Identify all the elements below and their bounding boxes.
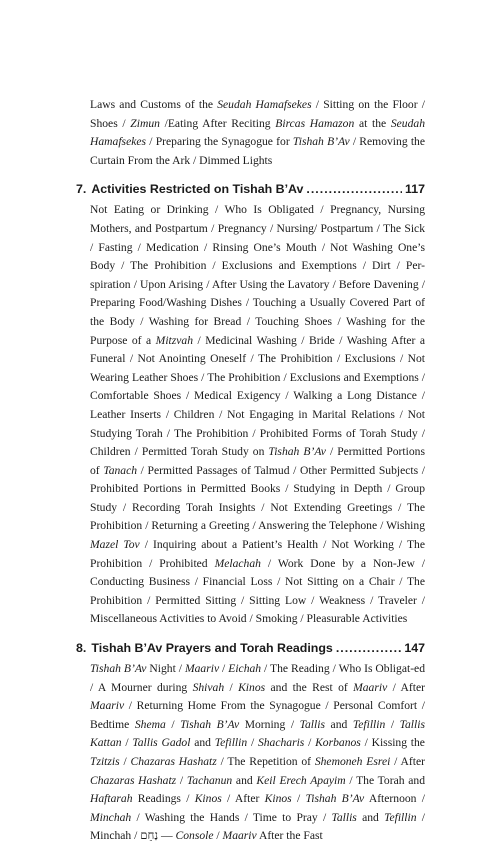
section-body: Not Eating or Drinking / Who Is Obligated / Pregnancy, Nursing Mothers, and Postpartum / Pregnancy / Nursing/ Postpartum / The Sick / Fasting / Medication / Rinsing One’s Mouth / Not Washing One’s Body / The Prohibition / Exclusions and Exemptions / Dirt / Per-spiration / Upon Arising / After Using the Lavatory / Before Davening / Preparing Food/Washing Dishes / Touching a Usually Covered Part of the Body / Washing for Bread / Touching Shoes / Washing for the Purpose of a Mitzvah / Medicinal Washing / Bride / Washing After a Funeral / Not Anointing Oneself / The Prohibition / Exclusions / Not Wearing Leather Shoes / The Prohibition / Exclusions and Exemptions / Comfortable Shoes / Medical Exigency / Walking a Long Distance / Leather Inserts / Children / Not Engaging in Marital Relations / Not Studying Torah / The Prohibition / Prohibited Forms of Torah Study / Children / Permitted Torah Study on Tishah B’Av / Permitted Portions of Tanach / Permitted Passages of Talmud / Other Permitted Subjects / Prohibited Portions in Permitted Books / Studying in Depth / Group Study / Recording Torah Insights / Not Extending Greetings / The Prohibition / Returning a Greeting / Answering the Telephone / Wishing Mazel Tov / Inquiring about a Patient’s Health / Not Working / The Prohibition / Prohibited Melachah / Work Done by a Non-Jew / Conducting Business / Financial Loss / Not Sitting on a Chair / The Prohibition / Permitted Sitting / Sitting Low / Weakness / Traveler / Miscellaneous Activities to Avoid / Smoking / Pleasurable Activities — [90, 203, 426, 626]
section-body: Tishah B’Av Night / Maariv / Eichah / The Reading / Who Is Obligat-ed / A Mourner during Shivah / Kinos and the Rest of Maariv / After Maariv / Returning Home From the Synagogue / Personal Comfort / Bedtime Shema / Tishah B’Av Morning / Tallis and Tefillin / Tallis Kattan / Tallis Gadol and Tefillin / Shacharis / Korbanos / Kissing the Tzitzis / Chazaras Hashatz / The Repetition of Shemoneh Esrei / After Chazaras Hashatz / Tachanun and Keil Erech Apayim / The Torah and Haftarah Readings / Kinos / After Kinos / Tishah B’Av Afternoon / Minchah / Washing the Hands / Time to Pray / Tallis and Tefillin / Minchah / נַחֵם — Console / Maariv After the Fast — [90, 662, 425, 843]
toc-section-7 — [76, 180, 425, 629]
toc-section-8 — [76, 639, 425, 846]
section-heading[interactable] — [76, 639, 425, 657]
section-title: Tishah B’Av Prayers and Torah Readings — [91, 641, 333, 656]
dot-leader — [336, 639, 402, 657]
section-page-number: 117 — [405, 182, 425, 197]
section-number: 8. — [76, 641, 87, 656]
section-heading[interactable] — [76, 180, 425, 198]
toc-page — [76, 96, 425, 846]
section-number: 7. — [76, 182, 87, 197]
intro-paragraph: Laws and Customs of the Seudah Hamafsekes / Sitting on the Floor / Shoes / Zimun /Eating After Reciting Bircas Hamazon at the Seudah Hamafsekes / Preparing the Synagogue for Tishah B’Av / Removing the Curtain From the Ark / Dimmed Lights — [90, 98, 426, 167]
section-title: Activities Restricted on Tishah B’Av — [91, 182, 304, 197]
dot-leader — [306, 180, 402, 198]
section-page-number: 147 — [404, 641, 425, 656]
